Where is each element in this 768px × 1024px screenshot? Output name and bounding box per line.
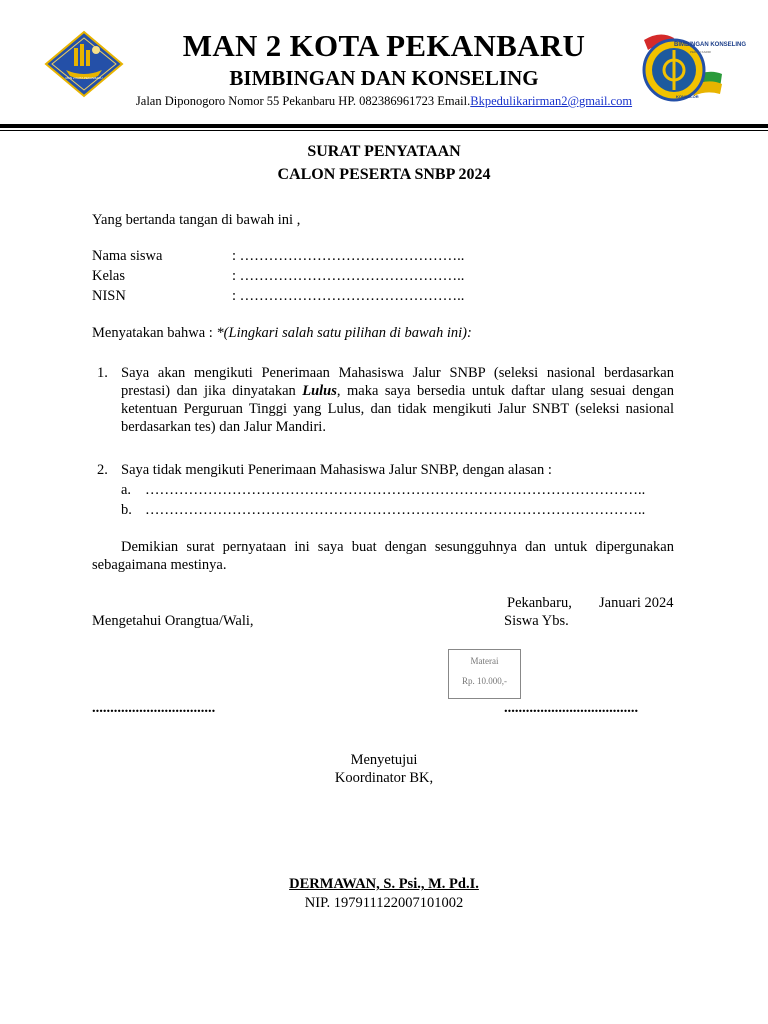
doc-title-line1: SURAT PENYATAAN xyxy=(307,143,461,160)
field-value-nisn[interactable]: : ……………………………………….. xyxy=(232,288,465,304)
statement-prefix: Menyatakan bahwa : xyxy=(92,325,217,341)
option2-number: 2. xyxy=(97,462,108,478)
school-name: MAN 2 KOTA PEKANBARU xyxy=(182,28,586,63)
stamp-value: Rp. 10.000,- xyxy=(462,676,507,686)
approval-line1: Menyetujui xyxy=(350,752,418,768)
bk-logo-caption: BIMBINGAN KONSELING xyxy=(674,42,746,48)
closing-paragraph: Demikian surat pernyataan ini saya buat dengan sesungguhnya dan untuk dipergunakan sebagaimana mestinya. xyxy=(92,539,674,573)
statement-instruction: *(Lingkari salah satu pilihan di bawah ini): xyxy=(216,325,472,341)
option2-text[interactable]: Saya tidak mengikuti Penerimaan Mahasiswa Jalur SNBP, dengan alasan : xyxy=(121,462,552,478)
statement-line xyxy=(92,324,472,342)
parent-label: Mengetahui Orangtua/Wali, xyxy=(92,613,254,629)
student-signature-line[interactable]: ..................................... xyxy=(504,700,639,716)
coordinator-name: DERMAWAN, S. Psi., M. Pd.I. xyxy=(289,876,479,892)
reason-b-line[interactable]: ………………………………………………………………………………………….. xyxy=(145,502,646,518)
stamp-label: Materai xyxy=(470,656,499,666)
doc-title-line2: CALON PESERTA SNBP 2024 xyxy=(277,166,491,183)
approval-line2: Koordinator BK, xyxy=(334,770,434,786)
school-logo-caption: MAN 2 KOTA PEKANBARU xyxy=(65,76,103,80)
reason-a-letter: a. xyxy=(121,482,132,498)
intro-text: Yang bertanda tangan di bawah ini , xyxy=(92,212,301,228)
address-text: Jalan Diponogoro Nomor 55 Pekanbaru HP. 082386961723 Email. xyxy=(135,94,471,108)
header-divider-thick xyxy=(0,124,768,128)
option1-text[interactable] xyxy=(121,364,674,436)
email-link[interactable]: Bkpedulikarirman2@gmail.com xyxy=(470,94,633,108)
bk-logo-ring-text: KONSELOR xyxy=(676,94,699,99)
reason-a-line[interactable]: ………………………………………………………………………………………….. xyxy=(145,482,646,498)
department-name: BIMBINGAN DAN KONSELING xyxy=(229,66,539,90)
option1-number: 1. xyxy=(97,365,108,381)
reason-b-letter: b. xyxy=(121,502,132,518)
option1-text-after: , maka saya bersedia untuk daftar ulang sesuai dengan ketentuan Perguruan Tinggi yang Lulus, dan tidak mengikuti Jalur SNBT (seleksi nasional berdasarkan tes) dan Jalur Mandiri. xyxy=(121,383,674,435)
option1-text-before: Saya akan mengikuti Penerimaan Mahasiswa Jalur SNBP (seleksi nasional berdasarkan prestasi) dan jika dinyatakan xyxy=(121,365,674,399)
field-value-kelas[interactable]: : ……………………………………….. xyxy=(232,268,465,284)
signature-place: Pekanbaru, xyxy=(507,595,572,611)
field-label-nisn: NISN xyxy=(92,288,126,304)
address-line xyxy=(0,94,768,109)
field-value-nama[interactable]: : ……………………………………….. xyxy=(232,248,465,264)
option1-emphasis: Lulus xyxy=(302,383,337,399)
header-divider-thin xyxy=(0,130,768,131)
field-label-nama: Nama siswa xyxy=(92,248,163,264)
student-label: Siswa Ybs. xyxy=(504,613,569,629)
coordinator-nip: NIP. 197911122007101002 xyxy=(304,895,464,911)
signature-date: Januari 2024 xyxy=(599,595,674,611)
parent-signature-line[interactable]: .................................. xyxy=(92,700,216,716)
materai-stamp xyxy=(448,649,521,699)
bk-logo-subcaption: PEDULI KARIR xyxy=(690,50,711,54)
field-label-kelas: Kelas xyxy=(92,268,126,284)
